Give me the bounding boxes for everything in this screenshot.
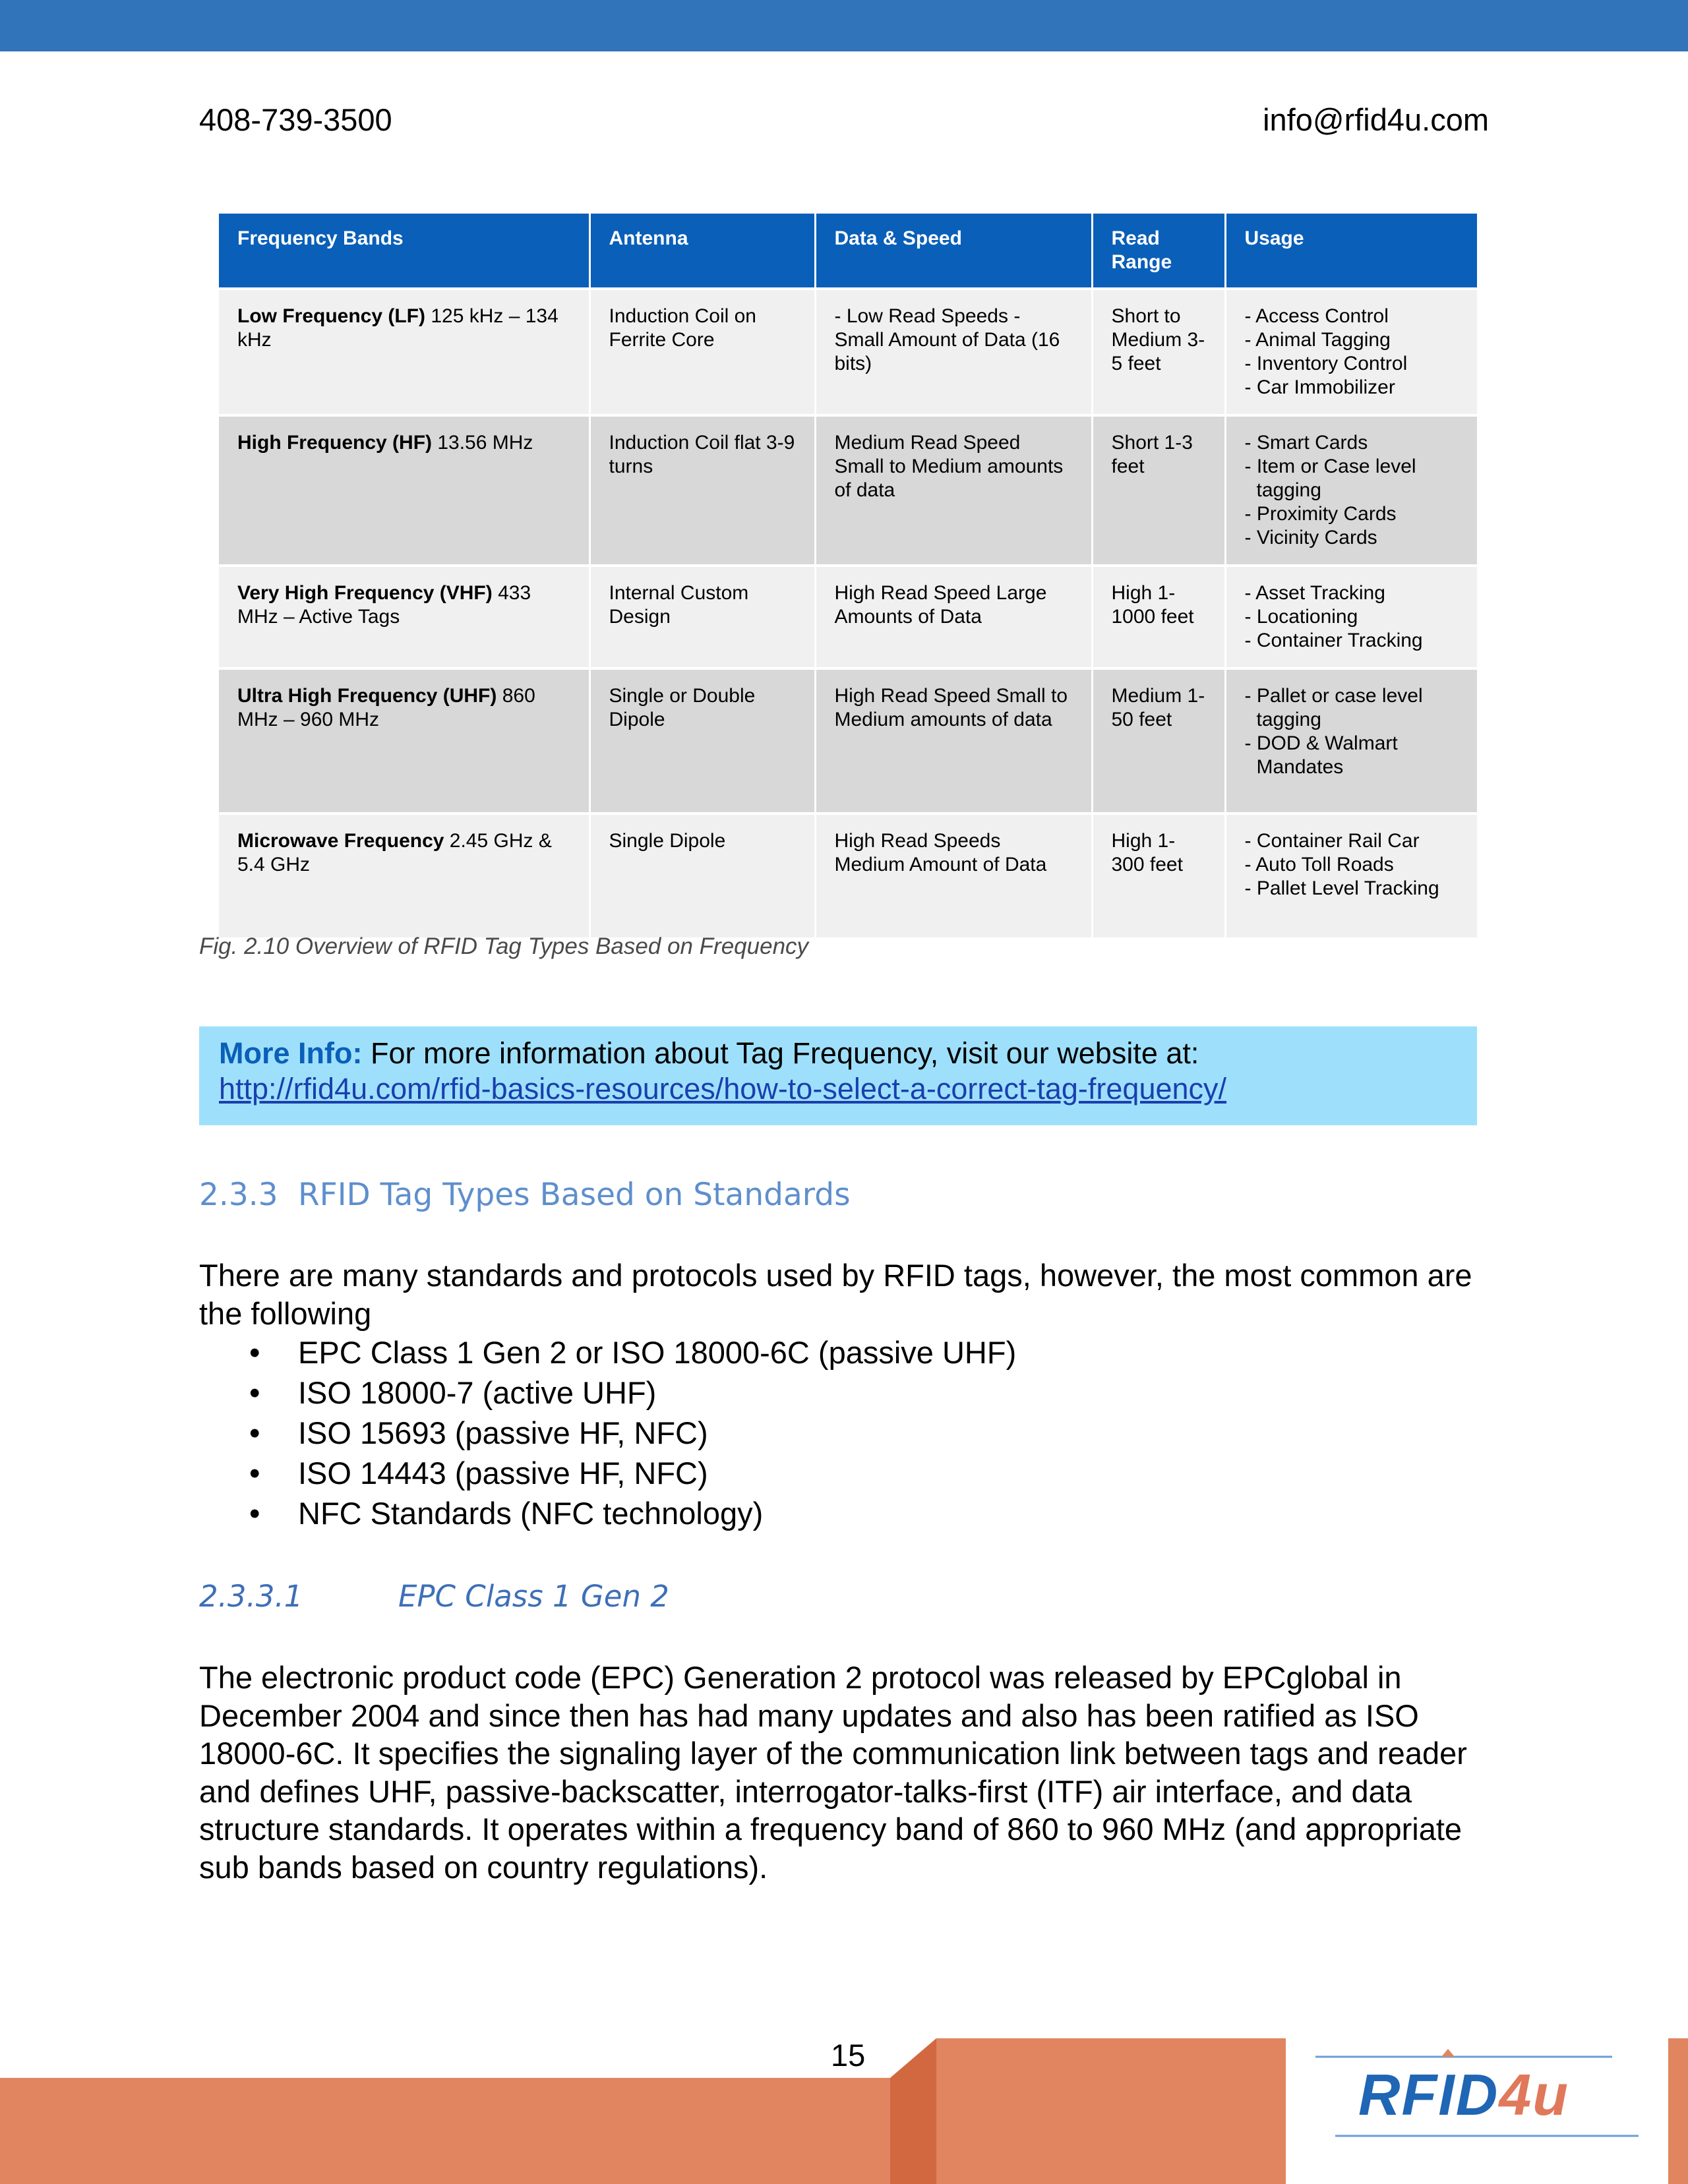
- cell-usage: - Access Control - Animal Tagging - Inventory Control - Car Immobilizer: [1225, 289, 1477, 415]
- cell-usage: - Pallet or case level tagging - DOD & Walmart Mandates: [1225, 668, 1477, 813]
- section-heading: [199, 1172, 851, 1218]
- column-header: Antenna: [589, 214, 815, 289]
- table-row: [219, 668, 1477, 813]
- subsection-title: EPC Class 1 Gen 2: [398, 1579, 669, 1614]
- cell-antenna: Single Dipole: [589, 813, 815, 939]
- cell-data-speed: High Read Speed Large Amounts of Data: [815, 566, 1092, 668]
- more-info-text: For more information about Tag Frequency, visit our website at:: [362, 1036, 1199, 1070]
- cell-band: High Frequency (HF) 13.56 MHz: [219, 415, 589, 566]
- tag-frequency-link[interactable]: http://rfid4u.com/rfid-basics-resources/how-to-select-a-correct-tag-frequency/: [219, 1072, 1227, 1106]
- table-row: [219, 566, 1477, 668]
- top-bar: [0, 0, 1688, 51]
- section-intro: There are many standards and protocols used by RFID tags, however, the most common are the following: [199, 1258, 1472, 1331]
- list-item: • ISO 18000-7 (active UHF): [249, 1375, 657, 1410]
- cell-read-range: High 1-1000 feet: [1092, 566, 1225, 668]
- cell-usage: - Container Rail Car - Auto Toll Roads - Pallet Level Tracking: [1225, 813, 1477, 939]
- table-row: [219, 813, 1477, 939]
- cell-usage: - Asset Tracking - Locationing - Container Tracking: [1225, 566, 1477, 668]
- subsection-number: 2.3.3.1: [199, 1579, 303, 1614]
- column-header: Frequency Bands: [219, 214, 589, 289]
- figure-caption: Fig. 2.10 Overview of RFID Tag Types Based on Frequency: [199, 933, 809, 959]
- column-header: Usage: [1225, 214, 1477, 289]
- standards-list: [199, 1332, 1016, 1533]
- cell-usage: - Smart Cards - Item or Case level tagging - Proximity Cards - Vicinity Cards: [1225, 415, 1477, 566]
- cell-read-range: Medium 1-50 feet: [1092, 668, 1225, 813]
- page-number: 15: [831, 2038, 866, 2073]
- cell-band: Low Frequency (LF) 125 kHz – 134 kHz: [219, 289, 589, 415]
- subsection-body: The electronic product code (EPC) Generation 2 protocol was released by EPCglobal in December 2004 and since then has had many updates and also has been ratified as ISO 18000-6C. It specifies the signaling layer of the communication link between tags and reader and defines UHF, passive-backscatter, interrogator-talks-first (ITF) air interface, and data structure standards. It operates within a frequency band of 860 to 960 MHz (and appropriate sub bands based on country regulations).: [199, 1660, 1467, 1885]
- frequency-table: [219, 214, 1477, 940]
- header-email[interactable]: info@rfid4u.com: [1263, 102, 1489, 137]
- cell-read-range: Short 1-3 feet: [1092, 415, 1225, 566]
- list-item: • EPC Class 1 Gen 2 or ISO 18000-6C (passive UHF): [249, 1335, 1017, 1370]
- section-title: RFID Tag Types Based on Standards: [298, 1177, 851, 1213]
- cell-band: Microwave Frequency 2.45 GHz & 5.4 GHz: [219, 813, 589, 939]
- table-row: [219, 289, 1477, 415]
- cell-band: Ultra High Frequency (UHF) 860 MHz – 960 MHz: [219, 668, 589, 813]
- table-header-row: [219, 214, 1477, 289]
- cell-antenna: Induction Coil flat 3-9 turns: [589, 415, 815, 566]
- cell-antenna: Induction Coil on Ferrite Core: [589, 289, 815, 415]
- list-item: • ISO 15693 (passive HF, NFC): [249, 1415, 708, 1450]
- list-item: • ISO 14443 (passive HF, NFC): [249, 1456, 708, 1490]
- more-info-box: [199, 1026, 1477, 1125]
- header-phone: 408-739-3500: [199, 102, 392, 137]
- cell-read-range: Short to Medium 3-5 feet: [1092, 289, 1225, 415]
- cell-antenna: Internal Custom Design: [589, 566, 815, 668]
- rfid4u-logo: RFID4u: [1358, 2062, 1570, 2127]
- cell-data-speed: - Low Read Speeds - Small Amount of Data (16 bits): [815, 289, 1092, 415]
- cell-data-speed: High Read Speed Small to Medium amounts of data: [815, 668, 1092, 813]
- cell-data-speed: Medium Read Speed Small to Medium amounts of data: [815, 415, 1092, 566]
- table-row: [219, 415, 1477, 566]
- column-header: Data & Speed: [815, 214, 1092, 289]
- cell-band: Very High Frequency (VHF) 433 MHz – Active Tags: [219, 566, 589, 668]
- column-header: Read Range: [1092, 214, 1225, 289]
- subsection-heading: [199, 1576, 669, 1618]
- cell-read-range: High 1-300 feet: [1092, 813, 1225, 939]
- cell-data-speed: High Read Speeds Medium Amount of Data: [815, 813, 1092, 939]
- list-item: • NFC Standards (NFC technology): [249, 1496, 764, 1531]
- cell-antenna: Single or Double Dipole: [589, 668, 815, 813]
- more-info-label: More Info:: [219, 1036, 363, 1070]
- section-number: 2.3.3: [199, 1177, 278, 1213]
